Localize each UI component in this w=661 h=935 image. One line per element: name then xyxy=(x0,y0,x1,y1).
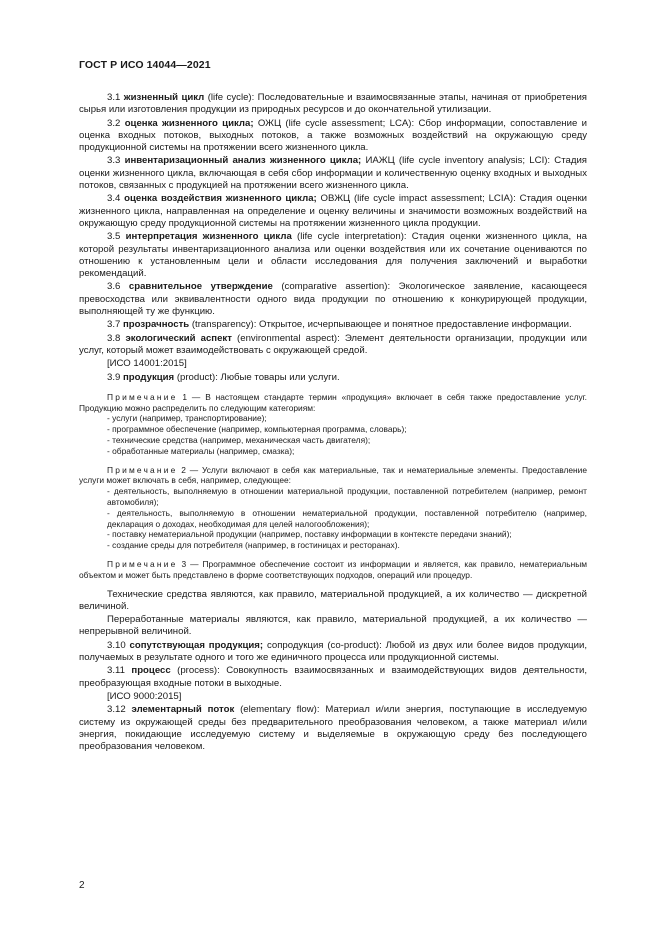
term-definition: сопродукция (co-product): Любой из двух или более видов продукции, получаемых в результате одного и того же единичного процесса или продукционной системы. xyxy=(79,639,588,664)
term-3-10 xyxy=(79,640,587,665)
term-3-8 xyxy=(79,333,587,358)
term-title: оценка воздействия жизненного цикла; xyxy=(124,193,317,205)
term-3-11 xyxy=(79,665,587,690)
term-number: 3.11 xyxy=(107,665,125,677)
term-title: жизненный цикл xyxy=(123,92,205,103)
term-3-5 xyxy=(79,231,587,280)
page-number: 2 xyxy=(79,880,85,891)
term-number: 3.2 xyxy=(107,117,121,129)
note-2 xyxy=(79,465,587,487)
note-number: 3 — xyxy=(181,558,199,569)
term-number: 3.5 xyxy=(107,231,121,243)
reference-iso-14001: [ИСО 14001:2015] xyxy=(107,358,187,370)
term-number: 3.1 xyxy=(107,92,121,103)
term-definition: ОВЖЦ (life cycle impact assessment; LCIA): Стадия оценки жизненного цикла, направленная на определение и оценку величины и значимости возможных воздействий на окружающую среду продукционной системы на протяжении жизненного цикла продукции. xyxy=(79,193,587,229)
term-definition: ИАЖЦ (life cycle inventory analysis; LCI): Стадия оценки жизненного цикла, включающая в себя сбор информации и количественную оценку входных и выходных потоков, связанных с продукцией на протяжении всего жизненного цикла. xyxy=(79,155,588,192)
note-text: Программное обеспечение состоит из информации и является, как правило, нематериальным объектом и может быть представлено в форме соответствующих подходов, операций или процедур. xyxy=(79,558,588,580)
term-3-1 xyxy=(79,92,587,117)
term-definition: (transparency): Открытое, исчерпывающее и понятное предоставление информации. xyxy=(191,319,572,331)
list-item: - деятельность, выполняемую в отношении материальной продукции, поставленной потребителем (например, ремонт автомобиля); xyxy=(79,486,587,508)
note-1-list xyxy=(79,413,587,456)
list-item: - программное обеспечение (например, компьютерная программа, словарь); xyxy=(79,424,587,435)
note-number: 2 — xyxy=(181,464,199,475)
term-definition: (elementary flow): Материал и/или энергия, поступающие в исследуемую систему из окружающей среды без предварительного преобразования человеком, а также материал и/или энергия, покидающие исследуемую систему и выделяемые в окружающую среду без последующего преобразования человеком. xyxy=(79,704,587,753)
note-text: В настоящем стандарте термин «продукция» включает в себя также предоставление услуг. Продукцию можно распределить по следующим категориям: xyxy=(79,391,588,413)
term-number: 3.12 xyxy=(107,704,126,716)
term-3-3 xyxy=(79,155,587,192)
term-3-4 xyxy=(79,193,587,230)
note-3 xyxy=(79,559,587,581)
term-3-6 xyxy=(79,281,587,318)
list-item: - обработанные материалы (например, смазка); xyxy=(79,446,587,457)
term-number: 3.9 xyxy=(107,371,121,383)
term-definition: (product): Любые товары или услуги. xyxy=(174,371,340,383)
note-number: 1 — xyxy=(182,391,201,402)
term-3-12 xyxy=(79,704,587,753)
term-title: продукция xyxy=(123,371,175,383)
document-header: ГОСТ Р ИСО 14044—2021 xyxy=(79,59,211,71)
term-title: процесс xyxy=(131,665,171,677)
term-title: инвентаризационный анализ жизненного цикла; xyxy=(124,155,362,167)
term-title: прозрачность xyxy=(123,319,190,331)
note-text: Услуги включают в себя как материальные, так и нематериальные элементы. Предоставление услуги может включать в себя, например, следующее: xyxy=(79,464,588,486)
reference-iso-9000: [ИСО 9000:2015] xyxy=(107,690,182,702)
list-item: - технические средства (например, механическая часть двигателя); xyxy=(79,435,587,446)
term-title: элементарный поток xyxy=(131,704,235,716)
term-title: экологический аспект xyxy=(125,332,232,344)
list-item: - поставку нематериальной продукции (например, поставку информации в контексте передачи знаний); xyxy=(79,529,587,540)
term-title: интерпретация жизненного цикла xyxy=(125,231,292,243)
term-number: 3.4 xyxy=(107,193,121,205)
term-3-7 xyxy=(79,319,587,331)
term-number: 3.7 xyxy=(107,319,121,331)
term-number: 3.6 xyxy=(107,281,121,293)
paragraph-processed-materials: Переработанные материалы являются, как правило, материальной продукцией, а их количество — непрерывной величиной. xyxy=(79,614,587,638)
note-label: Примечание xyxy=(107,558,178,569)
list-item: - деятельность, выполняемую в отношении нематериальной продукции, поставленной потребителю (например, декларация о доходах, необходимая для целей налогообложения); xyxy=(79,508,587,530)
note-label: Примечание xyxy=(107,391,178,402)
term-3-9 xyxy=(79,372,587,384)
term-number: 3.3 xyxy=(107,155,121,167)
list-item: - создание среды для потребителя (например, в гостиницах и ресторанах). xyxy=(79,540,587,551)
term-title: оценка жизненного цикла; xyxy=(124,117,254,129)
list-item: - услуги (например, транспортирование); xyxy=(79,413,587,424)
term-definition: (process): Совокупность взаимосвязанных и взаимодействующих видов деятельности, преобразующая входные потоки в выходные. xyxy=(79,665,587,689)
term-definition: ОЖЦ (life cycle assessment; LCA): Сбор информации, сопоставление и оценка входных потоков, выходных потоков, а также возможных воздействий на окружающую среду продукционной системы на протяжении всего жизненного цикла. xyxy=(79,117,587,154)
term-title: сопутствующая продукция; xyxy=(129,639,264,651)
term-3-2 xyxy=(79,118,587,155)
note-2-list xyxy=(79,486,587,551)
note-1 xyxy=(79,392,587,414)
term-title: сравнительное утверждение xyxy=(128,281,273,293)
term-definition: (environmental aspect): Элемент деятельности организации, продукции или услуг, который может взаимодействовать с окружающей средой. xyxy=(79,332,588,356)
term-number: 3.10 xyxy=(107,639,126,651)
term-definition: (life cycle interpretation): Стадия оценки жизненного цикла, на которой результаты инвентаризационного анализа или оценки воздействия или их сочетание оцениваются по отношению к установленным цели и области исследования для получения заключений и выработки рекомендаций. xyxy=(79,231,587,280)
term-definition: (comparative assertion): Экологическое заявление, касающееся превосходства или эквивалентности одного вида продукции по отношению к конкурирующей продукции, выполняющей ту же функцию. xyxy=(79,281,587,318)
term-number: 3.8 xyxy=(107,332,121,344)
term-definition: (life cycle): Последовательные и взаимосвязанные этапы, начиная от приобретения сырья или изготовления продукции из природных ресурсов и до окончательной утилизации. xyxy=(79,92,587,116)
paragraph-hardware: Технические средства являются, как правило, материальной продукцией, а их количество — дискретной величиной. xyxy=(79,588,587,612)
note-label: Примечание xyxy=(107,464,178,475)
document-body xyxy=(79,92,587,754)
